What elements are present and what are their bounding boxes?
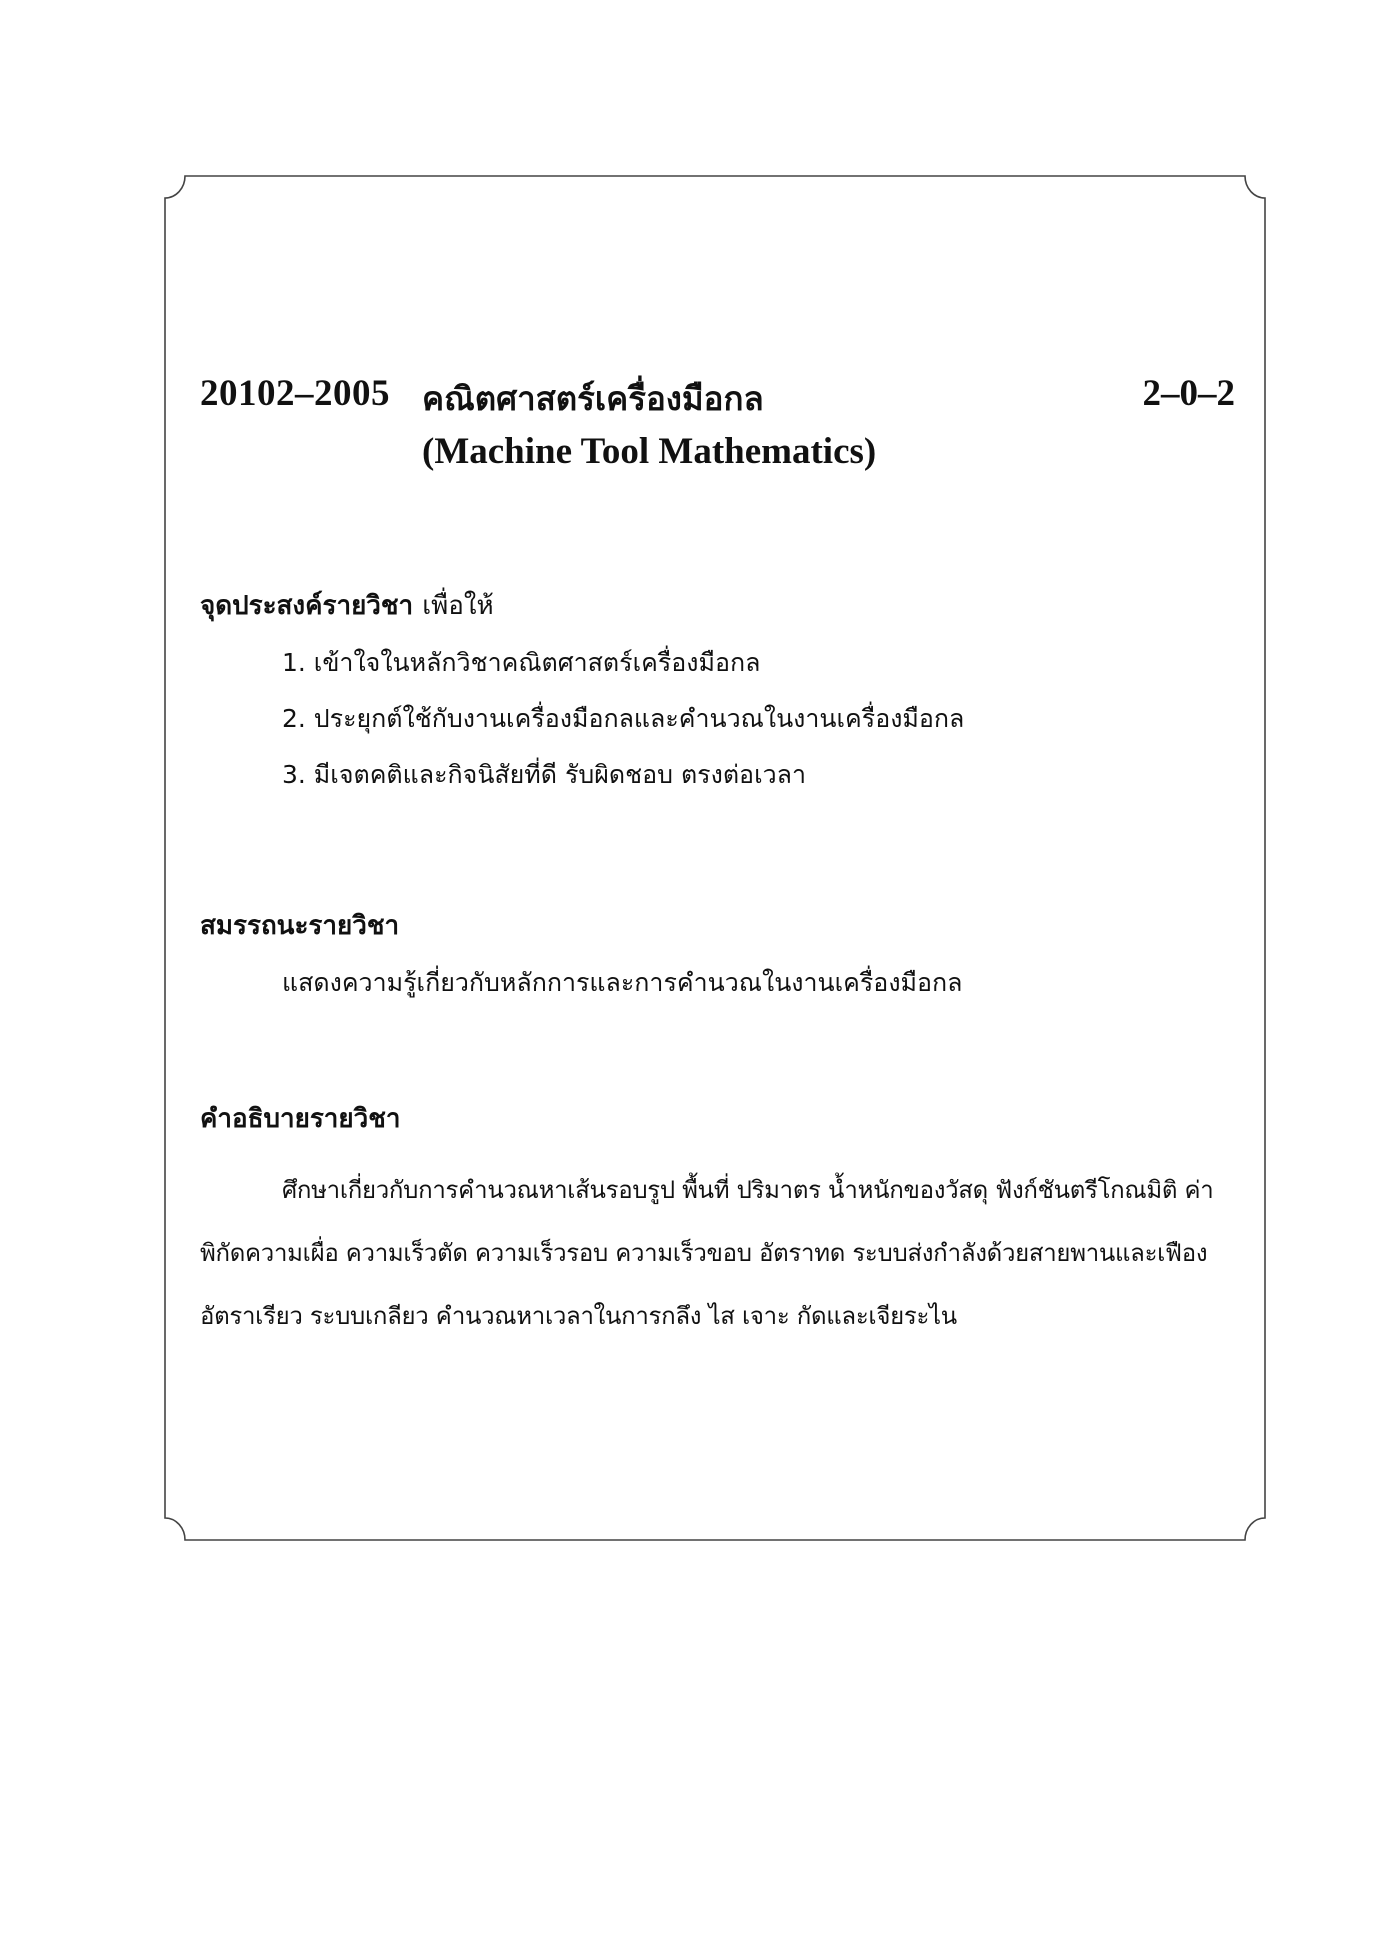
description-text: ศึกษาเกี่ยวกับการคำนวณหาเส้นรอบรูป พื้นที่ ปริมาตร น้ำหนักของวัสดุ ฟังก์ชันตรีโกณมิติ ค่าพิกัดความเผื่อ ความเร็วตัด ความเร็วรอบ ความเร็วขอบ อัตราทด ระบบส่งกำลังด้วยสายพานและเฟือง อัตราเรียว ระบบเกลียว คำนวณหาเวลาในการกลึง ไส เจาะ กัดและเจียระไน [200, 1176, 1214, 1330]
course-title-thai: คณิตศาสตร์เครื่องมือกล [422, 379, 764, 418]
course-content [200, 360, 1235, 1330]
course-credits: 2–0–2 [1142, 373, 1235, 414]
objectives-heading-suffix: เพื่อให้ [422, 591, 494, 621]
objective-item: 2. ประยุกต์ใช้กับงานเครื่องมือกลและคำนวณในงานเครื่องมือกล [282, 703, 965, 733]
course-header [200, 360, 1235, 480]
competency-heading: สมรรถนะรายวิชา [200, 911, 400, 941]
objective-item: 3. มีเจตคติและกิจนิสัยที่ดี รับผิดชอบ ตรงต่อเวลา [282, 759, 807, 789]
objective-item: 1. เข้าใจในหลักวิชาคณิตศาสตร์เครื่องมือกล [282, 648, 761, 677]
description-heading: คำอธิบายรายวิชา [200, 1104, 401, 1134]
objectives-section [200, 585, 1235, 813]
competency-text: แสดงความรู้เกี่ยวกับหลักการและการคำนวณในงานเครื่องมือกล [282, 968, 963, 997]
course-title-english: (Machine Tool Mathematics) [422, 431, 877, 472]
competency-section [200, 905, 1235, 1000]
description-section [200, 1098, 1235, 1348]
objectives-heading-label: จุดประสงค์รายวิชา [200, 591, 414, 621]
course-code: 20102–2005 [200, 373, 390, 414]
objectives-heading [200, 585, 1235, 626]
